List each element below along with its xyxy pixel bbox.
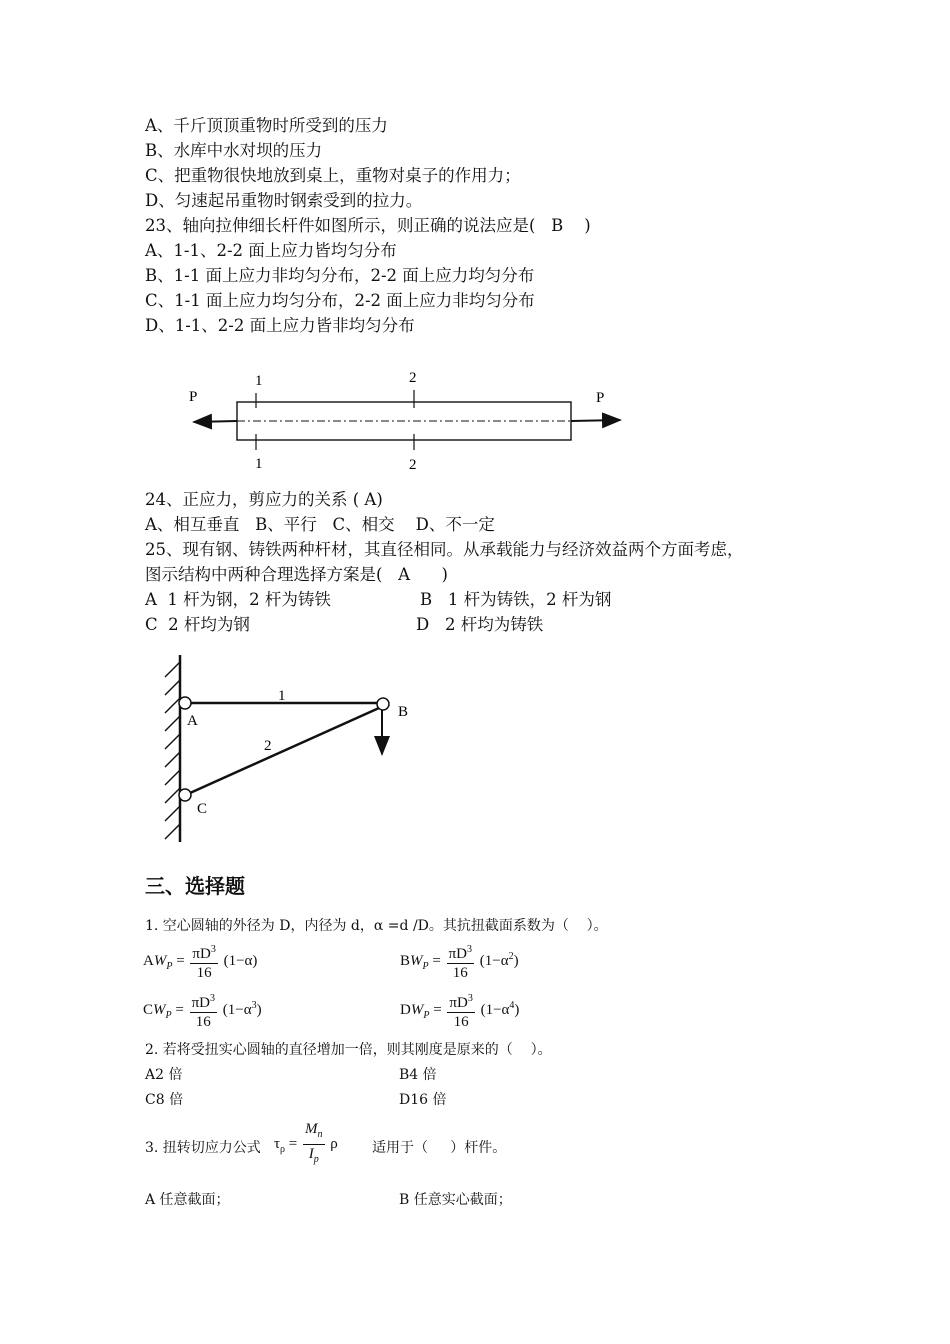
wall-hatching (165, 662, 180, 839)
s3q1-option-a: $AW_P$ = $\frac{\pi D^3}{16}$ (1−α) (143, 941, 257, 982)
section-title: 三、选择题 (145, 874, 245, 898)
s3q2-option-d: D16 倍 (399, 1092, 447, 1108)
s3q1-option-c: $CW_P$ = $\frac{\pi D^3}{16}$ $(1-\alpha^3)$ (143, 990, 262, 1031)
label-c: C (197, 801, 208, 817)
q23-option-c: C、1-1 面上应力均匀分布，2-2 面上应力非均匀分布 (145, 291, 535, 310)
q25-question-line1: 25、现有钢、铸铁两种杆材，其直径相同。从承载能力与经济效益两个方面考虑， (145, 540, 744, 559)
q25-option-d: D 2 杆均为铸铁 (416, 615, 544, 634)
q23-question: 23、轴向拉伸细长杆件如图所示，则正确的说法应是( B ) (145, 216, 591, 235)
q24-options: A、相互垂直 B、平行 C、相交 D、不一定 (145, 515, 495, 534)
hinge-c (179, 789, 191, 801)
bar-2 (190, 708, 379, 793)
s3q2-option-b: B4 倍 (399, 1067, 437, 1083)
q25-option-c: C 2 杆均为钢 (145, 615, 250, 634)
q23-option-d: D、1-1、2-2 面上应力皆非均匀分布 (145, 316, 415, 335)
force-label-left: P (189, 389, 198, 405)
q22-option-c: C、把重物很快地放到桌上，重物对桌子的作用力； (145, 166, 521, 185)
q22-option-b: B、水库中水对坝的压力 (145, 141, 323, 160)
section-2-top-label: 2 (409, 370, 417, 386)
q22-option-a: A、千斤顶顶重物时所受到的压力 (145, 116, 388, 135)
s3q2-option-a: A2 倍 (145, 1067, 183, 1083)
hinge-b (377, 698, 389, 710)
label-b: B (398, 704, 409, 720)
s3q2-option-c: C8 倍 (145, 1092, 184, 1108)
s3q1-question: 1. 空心圆轴的外径为 D，内径为 d，α =d /D。其抗扭截面系数为（ ）。 (145, 918, 608, 934)
force-label-right: P (596, 390, 605, 406)
s3q3-formula: $\tau_\rho$ = $\frac{M_n}{I_p}$ ρ (274, 1121, 338, 1165)
s3q3-prefix: 3. 扭转切应力公式 (145, 1140, 261, 1156)
q22-option-d: D、匀速起吊重物时钢索受到的拉力。 (145, 191, 423, 210)
bar-1-label: 1 (278, 688, 286, 704)
force-arrow-right (571, 420, 620, 421)
q24-question: 24、正应力，剪应力的关系 ( A) (145, 490, 383, 509)
bar-2-label: 2 (264, 738, 272, 754)
section-2-bottom-label: 2 (409, 457, 417, 473)
s3q1-option-b: $BW_P$ = $\frac{\pi D^3}{16}$ $(1-\alpha^2)$ (400, 941, 519, 982)
s3q2-question: 2. 若将受扭实心圆轴的直径增加一倍，则其刚度是原来的（ ）。 (145, 1042, 552, 1058)
s3q3-option-b: B 任意实心截面； (399, 1192, 512, 1208)
q25-question-line2: 图示结构中两种合理选择方案是( A ) (145, 565, 448, 584)
s3q3-suffix: 适用于（ ）杆件。 (372, 1140, 507, 1156)
bracket-figure (155, 650, 435, 850)
section-1-bottom-label: 1 (255, 456, 263, 472)
axial-bar-figure (180, 360, 640, 480)
hinge-a (179, 697, 191, 709)
s3q1-option-d: $DW_P$ = $\frac{\pi D^3}{16}$ $(1-\alpha^4)$ (400, 990, 519, 1031)
q23-option-b: B、1-1 面上应力非均匀分布，2-2 面上应力均匀分布 (145, 266, 535, 285)
q23-option-a: A、1-1、2-2 面上应力皆均匀分布 (145, 241, 397, 260)
q25-option-a: A 1 杆为钢，2 杆为铸铁 (145, 590, 331, 609)
s3q3-option-a: A 任意截面； (145, 1192, 230, 1208)
q25-option-b: B 1 杆为铸铁，2 杆为钢 (420, 590, 612, 609)
force-arrow-left (194, 421, 237, 422)
label-a: A (187, 713, 198, 729)
section-1-top-label: 1 (255, 373, 263, 389)
